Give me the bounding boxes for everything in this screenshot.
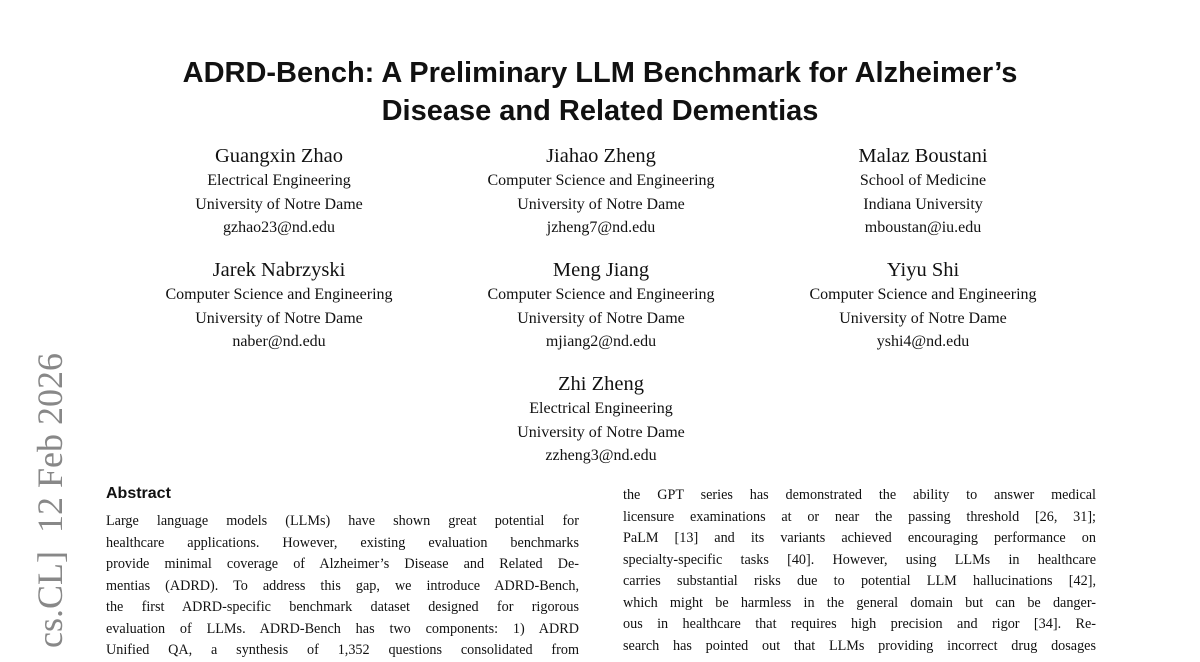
author-email: naber@nd.edu (232, 333, 326, 350)
author-block-zhi-zheng (436, 371, 766, 468)
paper-title (0, 54, 1200, 130)
author-institution: University of Notre Dame (839, 309, 1007, 327)
author-block-yiyu-shi (758, 257, 1088, 354)
author-institution: University of Notre Dame (517, 423, 685, 441)
author-institution: University of Notre Dame (195, 309, 363, 327)
author-block-malaz-boustani (758, 143, 1088, 240)
author-institution: University of Notre Dame (195, 195, 363, 213)
abstract-line: mentias (ADRD). To address this gap, we introduce ADRD-Bench, (106, 577, 579, 594)
author-block-meng-jiang (436, 257, 766, 354)
author-department: Computer Science and Engineering (165, 286, 393, 303)
author-name: Yiyu Shi (886, 259, 960, 281)
paper-title-line-2: Disease and Related Dementias (381, 95, 819, 127)
author-name: Zhi Zheng (558, 373, 644, 395)
body-line: search has pointed out that LLMs providing incorrect drug dosages (623, 637, 1096, 654)
author-email: gzhao23@nd.edu (222, 219, 336, 236)
author-email: mjiang2@nd.edu (545, 333, 657, 350)
abstract-line: healthcare applications. However, existing evaluation benchmarks (106, 534, 579, 551)
author-email: yshi4@nd.edu (876, 333, 970, 350)
author-department: Electrical Engineering (207, 172, 351, 189)
author-institution: Indiana University (863, 195, 983, 213)
body-line: specialty-specific tasks [40]. However, using LLMs in healthcare (623, 551, 1096, 568)
author-department: Computer Science and Engineering (487, 172, 715, 189)
author-name: Meng Jiang (552, 259, 650, 281)
author-name: Jiahao Zheng (546, 145, 656, 167)
abstract-text (106, 511, 579, 662)
author-institution: University of Notre Dame (517, 309, 685, 327)
author-department: Computer Science and Engineering (809, 286, 1037, 303)
body-line: ous in healthcare that requires high precision and rigor [34]. Re- (623, 616, 1096, 632)
author-institution: University of Notre Dame (517, 195, 685, 213)
abstract-line: Large language models (LLMs) have shown great potential for (106, 513, 579, 529)
body-line: which might be harmless in the general domain but can be danger- (623, 594, 1096, 611)
body-line: PaLM [13] and its variants achieved encouraging performance on (623, 530, 1096, 546)
intro-text-right-column (623, 485, 1096, 657)
author-block-jiahao-zheng (436, 143, 766, 240)
arxiv-side-stamp: cs.CL] 12 Feb 2026 (30, 353, 70, 648)
body-line: the GPT series has demonstrated the ability to answer medical (623, 487, 1096, 503)
author-name: Malaz Boustani (858, 145, 988, 167)
author-name: Guangxin Zhao (214, 145, 344, 167)
abstract-heading: Abstract (106, 485, 171, 502)
abstract-line: the first ADRD-specific benchmark dataset designed for rigorous (106, 599, 579, 615)
author-name: Jarek Nabrzyski (212, 259, 346, 281)
abstract-line: evaluation of LLMs. ADRD-Bench has two components: 1) ADRD (106, 620, 579, 637)
body-line: licensure examinations at or near the passing threshold [26, 31]; (623, 508, 1096, 525)
paper-title-line-1: ADRD-Bench: A Preliminary LLM Benchmark for Alzheimer’s (182, 57, 1018, 89)
body-line: carries substantial risks due to potential LLM hallucinations [42], (623, 573, 1096, 589)
abstract-line: Unified QA, a synthesis of 1,352 questions consolidated from (106, 642, 579, 658)
author-block-guangxin-zhao (114, 143, 444, 240)
author-email: mboustan@iu.edu (864, 219, 982, 236)
abstract-line: provide minimal coverage of Alzheimer’s Disease and Related De- (106, 556, 579, 572)
author-department: Computer Science and Engineering (487, 286, 715, 303)
author-email: jzheng7@nd.edu (546, 219, 656, 236)
author-block-jarek-nabrzyski (114, 257, 444, 354)
author-email: zzheng3@nd.edu (545, 447, 657, 464)
author-department: Electrical Engineering (529, 400, 673, 417)
author-department: School of Medicine (859, 172, 987, 189)
